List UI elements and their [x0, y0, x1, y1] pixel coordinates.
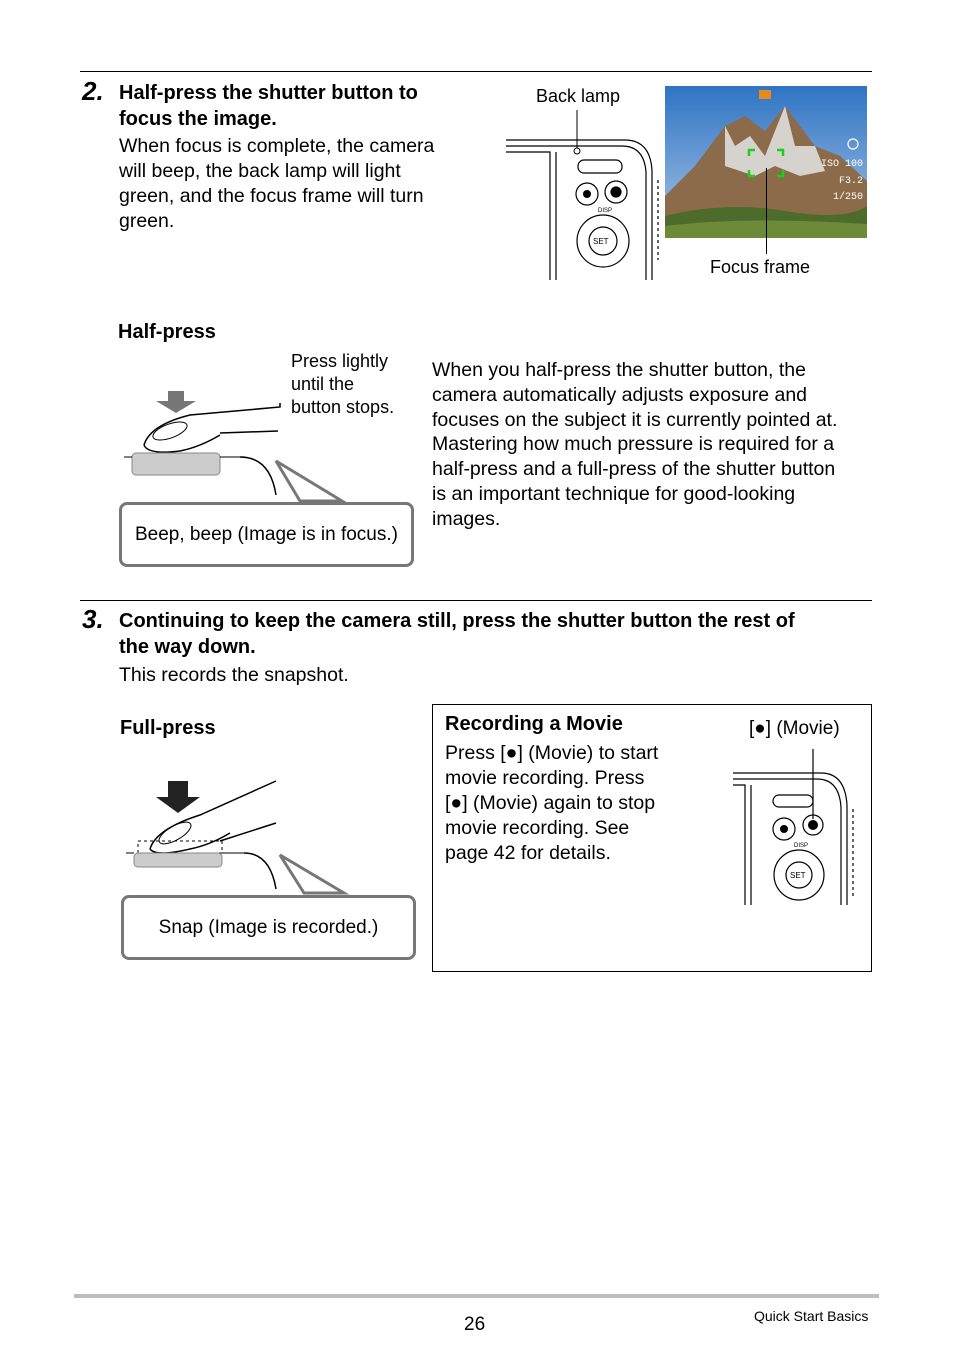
footer-section: Quick Start Basics — [754, 1308, 869, 1324]
movie-line: movie recording. See — [445, 817, 630, 839]
body-line: green, and the focus frame will turn — [119, 185, 424, 207]
full-press-heading: Full-press — [120, 717, 216, 739]
step-title-line: the way down. — [119, 636, 256, 658]
snap-bubble: Snap (Image is recorded.) — [121, 895, 416, 960]
para-line: focuses on the subject it is currently pointed at. — [432, 408, 838, 431]
movie-line: movie recording. Press — [445, 767, 645, 789]
movie-line: Press [●] (Movie) to start — [445, 742, 659, 764]
beep-bubble: Beep, beep (Image is in focus.) — [119, 502, 414, 567]
disp-label: DISP — [598, 208, 613, 214]
half-press-paragraph — [432, 358, 837, 532]
focus-frame-leader — [766, 168, 767, 254]
full-press-finger-illustration — [120, 775, 420, 900]
camera-icon — [583, 190, 591, 198]
step-title-line: Half-press the shutter button to — [119, 82, 418, 104]
aperture-readout: F3.2 — [838, 176, 863, 187]
focus-frame-label: Focus frame — [710, 257, 811, 277]
press-arrow-icon — [156, 391, 196, 413]
press-arrow-icon — [156, 781, 200, 813]
disp-label: DISP — [794, 843, 809, 849]
para-line: is an important technique for good-looking — [432, 482, 796, 505]
camera-back-movie-illustration — [729, 749, 859, 905]
step-title-line: focus the image. — [119, 108, 277, 130]
para-line: When you half-press the shutter button, the — [432, 359, 806, 381]
note-line: button stops. — [291, 397, 395, 417]
body-line: When focus is complete, the camera — [119, 135, 435, 157]
para-line: Mastering how much pressure is required for a — [432, 433, 835, 456]
iso-readout: ISO 100 — [820, 159, 863, 170]
step-title — [119, 608, 795, 660]
camera-back-illustration — [500, 110, 660, 280]
section-rule — [80, 600, 872, 601]
step-number: 3. — [82, 604, 104, 634]
note-line: until the — [291, 374, 355, 394]
movie-text — [445, 741, 658, 866]
half-press-heading: Half-press — [118, 321, 216, 343]
page-number: 26 — [464, 1314, 486, 1335]
set-label: SET — [790, 871, 806, 880]
movie-title: Recording a Movie — [445, 713, 623, 735]
set-label: SET — [593, 237, 609, 246]
para-line: images. — [432, 507, 501, 530]
step-body: This records the snapshot. — [119, 664, 349, 686]
step-title — [119, 80, 418, 132]
body-line: will beep, the back lamp will light — [119, 160, 401, 182]
camera-icon — [780, 825, 788, 833]
movie-line: [●] (Movie) again to stop — [445, 792, 656, 814]
movie-button-icon — [808, 820, 818, 830]
back-lamp-label: Back lamp — [536, 86, 621, 106]
movie-line: page 42 for details. — [445, 842, 611, 864]
step-title-line: Continuing to keep the camera still, press the shutter button the rest of — [119, 610, 795, 632]
section-rule — [80, 71, 872, 72]
recording-movie-box — [432, 704, 872, 972]
movie-button-callout: [●] (Movie) — [749, 718, 840, 739]
shutter-readout: 1/250 — [832, 192, 863, 203]
para-line: camera automatically adjusts exposure and — [432, 383, 808, 406]
half-press-finger-illustration — [120, 385, 420, 510]
note-line: Press lightly — [291, 351, 389, 371]
para-line: half-press and a full-press of the shutter button — [432, 458, 836, 481]
footer-bar — [74, 1294, 879, 1298]
camera-mode-icon — [759, 90, 771, 99]
step-body — [119, 134, 434, 234]
step-number: 2. — [82, 76, 104, 106]
body-line: green. — [119, 210, 175, 232]
